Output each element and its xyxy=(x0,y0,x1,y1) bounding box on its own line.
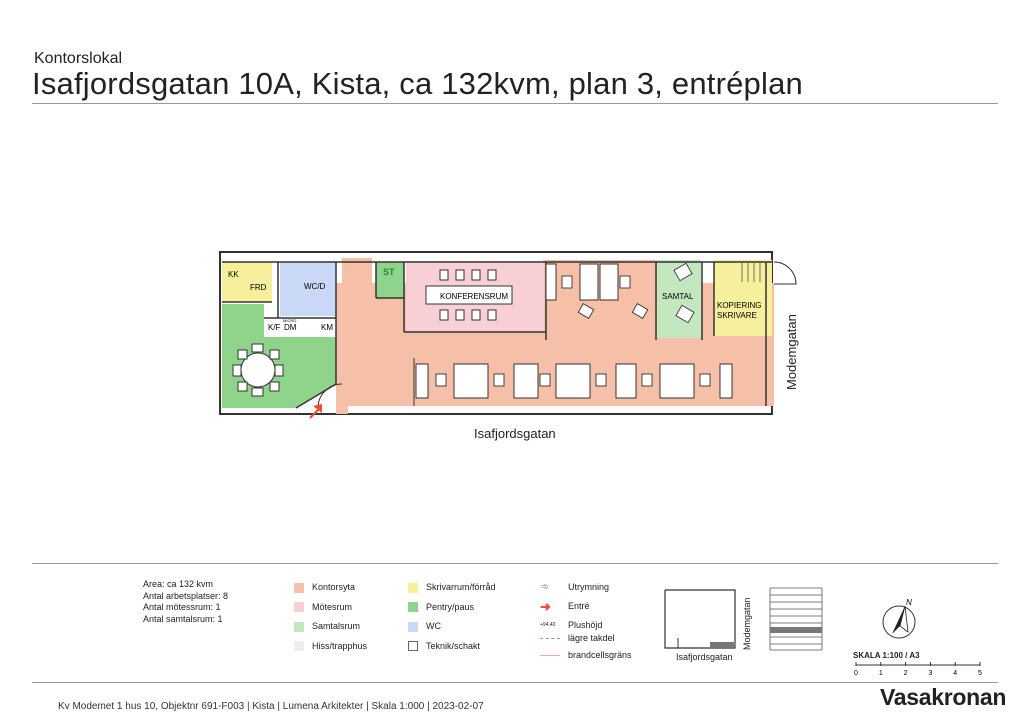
printer-room xyxy=(714,260,772,336)
scale-tick: 1 xyxy=(878,670,883,677)
swatch-printer xyxy=(408,583,418,593)
room-label-wcd: WC/D xyxy=(304,282,326,291)
fire-line-icon xyxy=(540,655,560,656)
page-title: Isafjordsgatan 10A, Kista, ca 132kvm, plan 3, entréplan xyxy=(32,66,803,101)
dashed-line-icon xyxy=(540,638,560,639)
legend-item xyxy=(294,598,367,618)
legend-item xyxy=(408,578,496,598)
room-label-dm: DM xyxy=(284,323,297,332)
legend-label: Hiss/trapphus xyxy=(312,640,368,651)
scale-tick: 4 xyxy=(953,670,958,677)
legend-label: Mötesrum xyxy=(312,601,353,612)
scale-tick: 0 xyxy=(854,670,858,677)
swatch-wc xyxy=(408,622,418,632)
evacuation-icon: ➾ xyxy=(540,581,550,593)
legend-label: Entré xyxy=(568,601,590,611)
keymap-street-right: Modemgatan xyxy=(742,597,752,650)
swatch-technical xyxy=(408,641,418,651)
street-label-bottom: Isafjordsgatan xyxy=(474,426,556,441)
swatch-elevator xyxy=(294,641,304,651)
stat-meeting: Antal mötessrum: 1 xyxy=(143,602,221,612)
legend-label: Pentry/paus xyxy=(426,601,475,612)
legend-item xyxy=(408,617,496,637)
entrance-arrow-icon: ➜ xyxy=(540,599,551,614)
legend-item xyxy=(294,578,367,598)
legend-top-divider xyxy=(32,563,998,564)
legend-item xyxy=(408,598,496,618)
stats-block xyxy=(143,579,228,625)
document-kicker: Kontorslokal xyxy=(34,50,123,67)
swatch-talk xyxy=(294,622,304,632)
swatch-pentry xyxy=(408,602,418,612)
room-label-skrivare: SKRIVARE xyxy=(717,311,757,320)
footer-text: Kv Modemet 1 hus 10, Objektnr 691-F003 | Kista | Lumena Arkitekter | Skala 1:000 | 2023-02-07 xyxy=(58,701,484,712)
stat-workplaces: Antal arbetsplatser: 8 xyxy=(143,590,229,601)
swatch-meeting xyxy=(294,602,304,612)
room-label-kf: K/F xyxy=(268,323,281,332)
elevation-marker-icon: +94,40 xyxy=(540,622,556,628)
legend-col-2 xyxy=(408,578,496,656)
legend-label: brandcellsgräns xyxy=(568,650,632,660)
legend-col-3 xyxy=(540,578,632,665)
door-swing-right xyxy=(774,262,796,284)
scale-label: SKALA 1:100 / A3 xyxy=(853,651,920,660)
street-label-right: Modemgatan xyxy=(784,314,799,390)
room-label-micro: MICRO xyxy=(283,318,297,323)
legend-label: Kontorsyta xyxy=(312,582,356,592)
legend-label: Skrivarrum/förråd xyxy=(426,582,496,592)
building-section xyxy=(768,586,832,652)
footer-divider xyxy=(32,682,998,683)
legend-label: Utrymning xyxy=(568,582,610,592)
legend-label: Plushöjd xyxy=(568,620,603,630)
room-label-kopiering: KOPIERING xyxy=(717,301,762,310)
north-label: N xyxy=(906,598,912,607)
scale-tick: 5 xyxy=(978,670,982,677)
legend-item xyxy=(540,597,632,616)
room-label-frd: FRD xyxy=(250,283,267,292)
legend-label: Samtalsrum xyxy=(312,621,361,631)
legend-item xyxy=(408,637,496,657)
scale-tick: 3 xyxy=(928,670,933,677)
key-map xyxy=(660,586,740,656)
legend-item xyxy=(294,637,367,657)
legend-item xyxy=(540,578,632,597)
scale-bar xyxy=(852,661,984,681)
room-label-konferens: KONFERENSRUM xyxy=(440,292,509,301)
room-label-samtal: SAMTAL xyxy=(662,292,694,301)
legend-item xyxy=(540,646,632,665)
room-label-st: ST xyxy=(383,267,395,277)
legend-item xyxy=(294,617,367,637)
scale-tick: 2 xyxy=(903,670,908,677)
room-label-kk: KK xyxy=(228,270,239,279)
north-arrow-icon xyxy=(880,598,920,642)
legend-label: Teknik/schakt xyxy=(426,640,481,651)
room-label-km: KM xyxy=(321,323,333,332)
current-floor-marker xyxy=(770,627,822,633)
storage-frd xyxy=(222,262,272,302)
legend-col-1 xyxy=(294,578,367,656)
stat-talk: Antal samtalsrum: 1 xyxy=(143,613,223,624)
legend-label: WC xyxy=(426,621,441,631)
keymap-street-bottom: Isafjordsgatan xyxy=(676,652,733,662)
swatch-office xyxy=(294,583,304,593)
stat-area: Area: ca 132 kvm xyxy=(143,579,214,589)
brand-logo: Vasakronan xyxy=(880,684,1007,710)
legend-label: lägre takdel xyxy=(568,633,615,643)
